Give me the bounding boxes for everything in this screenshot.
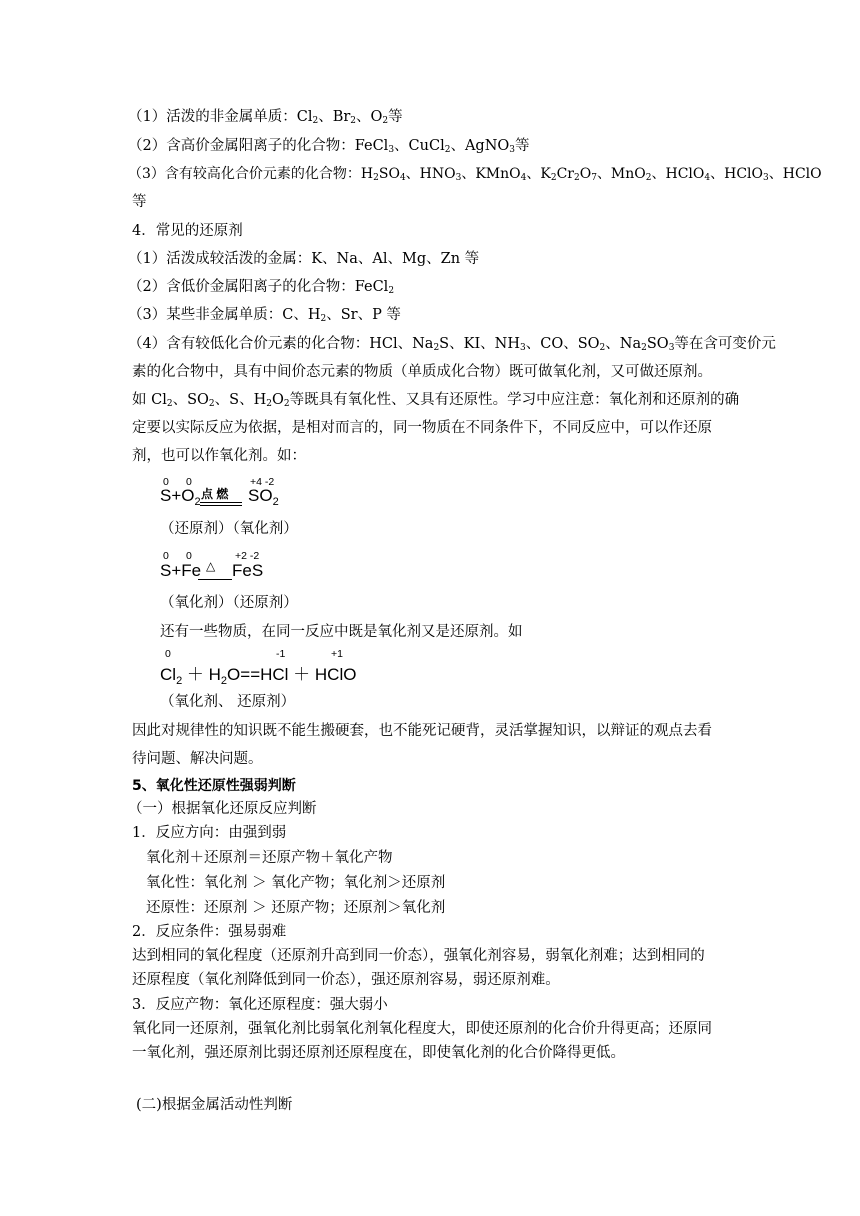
- oxidant-item-1: （1）活泼的非金属单质：$Cl_2$、$Br_2$、$O_2$等: [128, 109, 403, 126]
- oxidant-item-2: （2）含高价金属阳离子的化合物：FeCl$_3$、CuCl$_2$、AgNO$_3$等: [128, 138, 530, 155]
- subsection-heading: (二)根据金属活动性判断: [136, 1097, 293, 1113]
- section-4-heading: 4．常见的还原剂: [132, 223, 243, 239]
- paragraph-line: 一氧化剂，强还原剂比弱还原剂还原程度在，即使氧化剂的化合价降得更低。: [132, 1045, 625, 1061]
- section-5-heading: 5、氧化性还原性强弱判断: [132, 778, 296, 794]
- paragraph-line: 还有一些物质，在同一反应中既是氧化剂又是还原剂。如: [160, 624, 523, 640]
- paragraph-line: 因此对规律性的知识既不能生搬硬套，也不能死记硬背，灵活掌握知识，以辩证的观点去看: [132, 723, 712, 739]
- equation-cl2-h2o: 0 -1 +1 $Cl_2 + H_2O==HCl$ ＋ HClO: [160, 648, 357, 687]
- oxidant-item-3: （3）含有较高化合价元素的化合物：$H_2SO_4$、$HNO_3$、KMnO$_4$、$K_2Cr_2O_7$、MnO$_2$、HClO$_4$、HClO$_3$、HClO: [128, 166, 822, 183]
- point-heading: 2．反应条件：强易弱难: [132, 924, 287, 940]
- point-heading: 1．反应方向：由强到弱: [132, 825, 287, 841]
- paragraph-line: 待问题、解决问题。: [132, 751, 263, 767]
- paragraph-line: 如 $Cl_2$、$SO_2$、S、$H_2O_2$等既具有氧化性、又具有还原性。学习中应注意：氧化剂和还原剂的确: [132, 392, 740, 409]
- equation-s-o2: 0 0 +4 -2 $S+O_2$ 点 燃 $SO_2$: [160, 476, 279, 508]
- oxidant-item-3-end: 等: [132, 194, 147, 210]
- reductant-item-1: （1）活泼成较活泼的金属：K、Na、Al、Mg、Zn 等: [128, 251, 480, 267]
- subsection-heading: （一）根据氧化还原反应判断: [128, 801, 317, 817]
- point-heading: 3．反应产物：氧化还原程度：强大弱小: [132, 997, 388, 1013]
- reductant-item-2: （2）含低价金属阳离子的化合物：FeCl$_2$: [128, 279, 395, 296]
- equation-2-roles: （氧化剂）（还原剂）: [160, 595, 298, 611]
- equation-s-fe: 0 0 +2 -2 S+Fe △ FeS: [160, 550, 264, 580]
- equation-3-roles: （氧化剂、 还原剂）: [160, 694, 296, 710]
- formula-line: 氧化剂＋还原剂＝还原产物＋氧化产物: [146, 850, 393, 866]
- formula-line: 还原性：还原剂 ＞ 还原产物；还原剂＞氧化剂: [146, 900, 446, 916]
- paragraph-line: 素的化合物中，具有中间价态元素的物质（单质成化合物）既可做氧化剂，又可做还原剂。: [132, 364, 712, 380]
- paragraph-line: 氧化同一还原剂，强氧化剂比弱氧化剂氧化程度大，即使还原剂的化合价升得更高；还原同: [132, 1021, 712, 1037]
- equation-1-roles: （还原剂）（氧化剂）: [160, 521, 298, 537]
- formula-line: 氧化性：氧化剂 ＞ 氧化产物；氧化剂＞还原剂: [146, 875, 446, 891]
- paragraph-line: 剂，也可以作氧化剂。如：: [132, 448, 306, 464]
- paragraph-line: 达到相同的氧化程度（还原剂升高到同一价态），强氧化剂容易，弱氧化剂难；达到相同的: [132, 948, 705, 964]
- paragraph-line: 还原程度（氧化剂降低到同一价态），强还原剂容易，弱还原剂难。: [132, 972, 560, 988]
- paragraph-line: 定要以实际反应为依据，是相对而言的，同一物质在不同条件下，不同反应中，可以作还原: [132, 420, 712, 436]
- reductant-item-4: （4）含有较低化合价元素的化合物：HCl、$Na_2S$、KI、$NH_3$、CO、$SO_2$、$Na_2SO_3$等在含可变价元: [128, 336, 776, 353]
- reductant-item-3: （3）某些非金属单质：C、$H_2$、Sr、P 等: [128, 307, 401, 324]
